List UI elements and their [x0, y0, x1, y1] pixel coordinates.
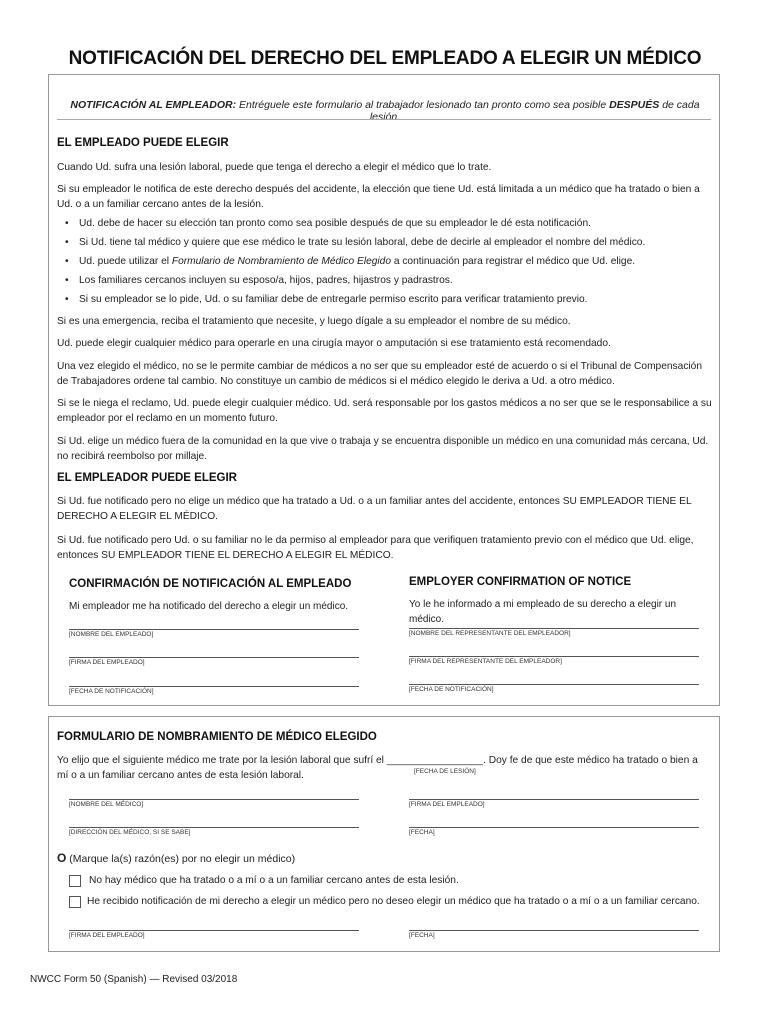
signature-line[interactable]: [FECHA]	[409, 930, 699, 939]
bullet3-pre: Ud. puede utilizar el	[79, 256, 172, 267]
paragraph: Si se le niega el reclamo, Ud. puede elegir cualquier médico. Ud. será responsable por los gastos médicos a no ser que se le responsabilice a su empleador por el reclamo en un momento futuro.	[57, 398, 712, 424]
confirm-text-left: Mi empleador me ha notificado del derecho a elegir un médico.	[69, 601, 349, 612]
page-title: NOTIFICACIÓN DEL DERECHO DEL EMPLEADO A ELEGIR UN MÉDICO	[68, 48, 702, 69]
or-line	[57, 851, 295, 865]
signature-line[interactable]: [NOMBRE DEL EMPLEADO]	[69, 629, 359, 638]
signature-line[interactable]: [FECHA]	[409, 827, 699, 836]
signature-line[interactable]: [FECHA DE NOTIFICACIÓN]	[409, 684, 699, 693]
signature-line[interactable]: [NOMBRE DEL REPRESENTANTE DEL EMPLEADOR]	[409, 628, 699, 637]
paragraph: Si Ud. fue notificado pero Ud. o su familiar no le da permiso al empleador para que verifiquen tratamiento previo con el médico que Ud. elige, entonces SU EMPLEADOR TIENE EL DERECHO A ELEGIR EL MÉDICO.	[57, 535, 694, 561]
list-item: • Ud. debe de hacer su elección tan pronto como sea posible después de que su empleador le dé esta notificación.	[65, 216, 705, 231]
option-checkbox[interactable]	[69, 875, 81, 887]
confirm-heading-left: CONFIRMACIÓN DE NOTIFICACIÓN AL EMPLEADO	[69, 578, 352, 590]
paragraph: Cuando Ud. sufra una lesión laboral, puede que tenga el derecho a elegir el médico que lo trate.	[57, 162, 492, 173]
paragraph: Si Ud. elige un médico fuera de la comunidad en la que vive o trabaja y se encuentra disponible un médico en una comunidad más cercana, Ud. no recibirá reembolso por millaje.	[57, 436, 709, 462]
paragraph: Si es una emergencia, reciba el tratamiento que necesite, y luego dígale a su empleador el nombre de su médico.	[57, 316, 571, 327]
form-heading: FORMULARIO DE NOMBRAMIENTO DE MÉDICO ELEGIDO	[57, 731, 377, 743]
notice-label: NOTIFICACIÓN AL EMPLEADOR:	[70, 99, 237, 111]
notice-text: Entréguele este formulario al trabajador lesionado tan pronto como sea posible	[239, 99, 607, 111]
option-label: No hay médico que ha tratado o a mí o a un familiar cercano antes de esta lesión.	[89, 875, 459, 886]
bullet3-post: a continuación para registrar el médico que Ud. elige.	[391, 256, 636, 267]
signature-line[interactable]: [NOMBRE DEL MÉDICO]	[69, 799, 359, 808]
form-line: mí o a un familiar cercano antes de esta lesión laboral.	[57, 770, 304, 781]
signature-line[interactable]: [FIRMA DEL REPRESENTANTE DEL EMPLEADOR]	[409, 656, 699, 665]
paragraph: Una vez elegido el médico, no se le permite cambiar de médicos a no ser que su empleador esté de acuerdo o si el Tribunal de Compensación de Trabajadores ordene tal cambio. No constituye un cambio de médicos si el médico elegido le deriva a Ud. a otro médico.	[57, 361, 703, 387]
or-letter: O	[57, 851, 67, 865]
notice-end: de cada lesión.	[369, 99, 700, 123]
form-line: Yo elijo que el siguiente médico me trate por la lesión laboral que sufrí el _________________. Doy fe de que este médico ha tratado o bien a	[57, 755, 698, 766]
form-name: Formulario de Nombramiento de Médico Elegido	[171, 256, 392, 267]
confirm-heading-right: EMPLOYER CONFIRMATION OF NOTICE	[409, 576, 632, 588]
list-item: • Si su empleador se lo pide, Ud. o su familiar debe de entregarle permiso escrito para verificar tratamiento previo.	[65, 292, 705, 307]
signature-line[interactable]: [DIRECCIÓN DEL MÉDICO, SI SE SABE]	[69, 827, 359, 836]
confirm-text-right: Yo le he informado a mi empleado de su derecho a elegir un médico.	[409, 599, 677, 625]
list-item	[65, 254, 705, 269]
list-item: • Si Ud. tiene tal médico y quiere que ese médico le trate su lesión laboral, debe de decirle al empleador el nombre del médico.	[65, 235, 705, 250]
signature-line[interactable]: [FIRMA DEL EMPLEADO]	[69, 930, 359, 939]
section-heading-employee: EL EMPLEADO PUEDE ELEGIR	[57, 137, 229, 149]
paragraph: Ud. puede elegir cualquier médico para operarle en una cirugía mayor o amputación si ese tratamiento está recomendado.	[57, 338, 611, 349]
notification-box	[48, 74, 720, 706]
signature-line[interactable]: [FECHA DE NOTIFICACIÓN]	[69, 686, 359, 695]
list-item: • Los familiares cercanos incluyen su esposo/a, hijos, padres, hijastros y padrastros.	[65, 273, 705, 288]
signature-line[interactable]: [FIRMA DEL EMPLEADO]	[69, 657, 359, 666]
date-of-injury-label: [FECHA DE LESIÓN]	[414, 768, 476, 775]
form-footer: NWCC Form 50 (Spanish) — Revised 03/2018	[30, 974, 238, 985]
notice-emphasis: DESPUÉS	[609, 99, 660, 111]
or-text: (Marque la(s) razón(es) por no elegir un médico)	[69, 853, 296, 865]
signature-line[interactable]: [FIRMA DEL EMPLEADO]	[409, 799, 699, 808]
section-heading-employer: EL EMPLEADOR PUEDE ELEGIR	[57, 472, 237, 484]
option-checkbox[interactable]	[69, 896, 81, 908]
divider	[57, 119, 711, 120]
paragraph: Si Ud. fue notificado pero no elige un médico que ha tratado a Ud. o a un familiar antes del accidente, entonces SU EMPLEADOR TIENE EL DERECHO A ELEGIR EL MÉDICO.	[57, 496, 692, 522]
physician-form-box	[48, 716, 720, 952]
paragraph: Si su empleador le notifica de este derecho después del accidente, la elección que tiene Ud. está limitada a un médico que ha tratado o bien a Ud. o a un familiar cercano antes de la lesión.	[57, 184, 700, 210]
option-label: He recibido notificación de mi derecho a elegir un médico pero no deseo elegir un médico que ha tratado o a mí o a un familiar cercano.	[87, 896, 700, 907]
